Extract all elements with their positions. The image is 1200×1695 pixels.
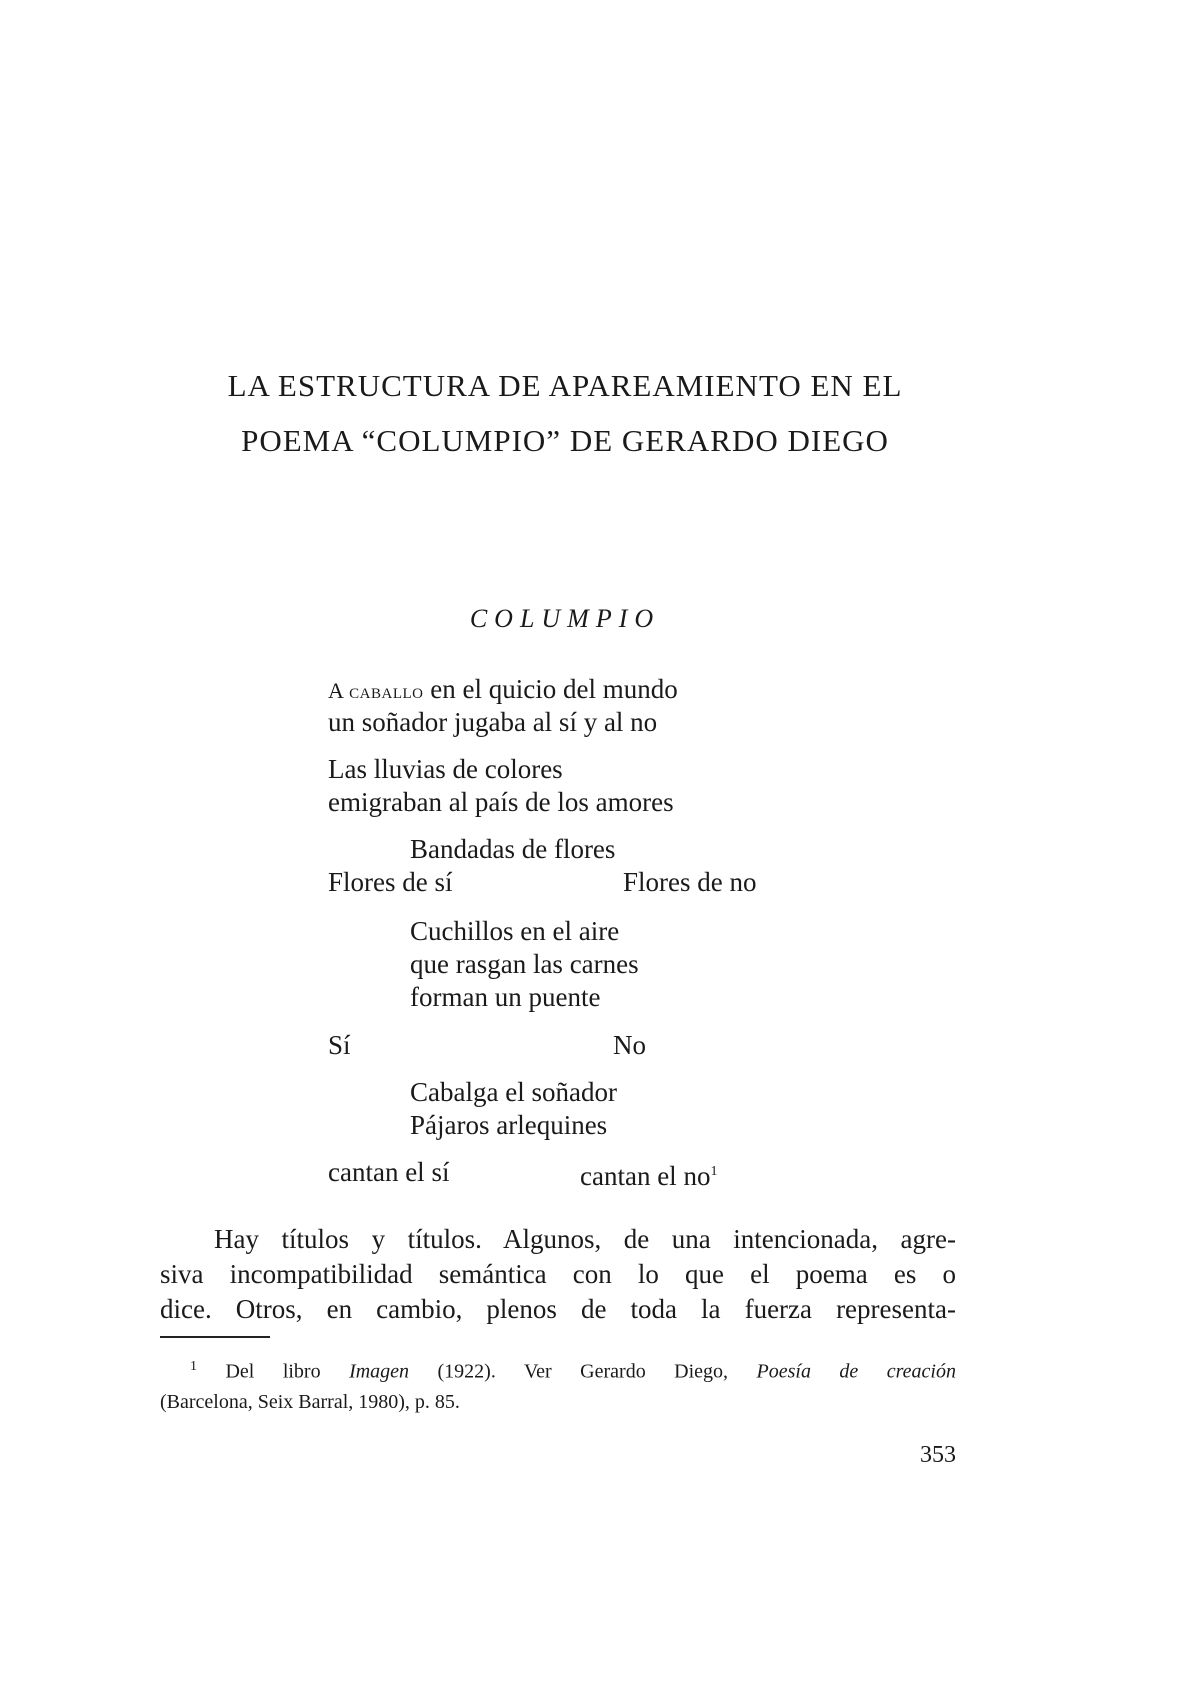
poem-line: Cuchillos en el aire [410, 916, 620, 946]
poem-line-left: Sí [328, 1030, 351, 1060]
footnote-line: (Barcelona, Seix Barral, 1980), p. 85. [160, 1390, 460, 1413]
poem-line-left: cantan el sí [328, 1157, 450, 1187]
body-paragraph [160, 1222, 956, 1327]
footnote-reference: 1 [710, 1164, 718, 1179]
page-number: 353 [920, 1442, 956, 1468]
small-caps-text: A caballo [328, 678, 424, 703]
poem-text: cantan el no [580, 1161, 711, 1191]
footnote [160, 1352, 956, 1417]
poem-line: Cabalga el soñador [410, 1077, 617, 1107]
poem-line-left: Flores de sí [328, 867, 453, 897]
poem-line: forman un puente [410, 982, 601, 1012]
poem-line-right: Flores de no [623, 867, 757, 897]
footnote-divider [160, 1336, 270, 1338]
poem-line: Bandadas de flores [410, 834, 616, 864]
article-title-line-2: POEMA “COLUMPIO” DE GERARDO DIEGO [241, 423, 889, 458]
paragraph-line: Hay títulos y títulos. Algunos, de una intencionada, agre- [214, 1224, 956, 1254]
article-title-line-1: LA ESTRUCTURA DE APAREAMIENTO EN EL [227, 368, 903, 403]
paragraph-line: dice. Otros, en cambio, plenos de toda la fuerza representa- [160, 1294, 956, 1324]
footnote-number: 1 [190, 1359, 197, 1374]
poem-line: que rasgan las carnes [410, 949, 639, 979]
footnote-italic: Poesía de creación [756, 1360, 956, 1383]
poem-text: en el quicio del mundo [423, 674, 678, 704]
footnote-line [160, 1352, 956, 1387]
footnote-italic: Imagen [349, 1360, 410, 1383]
poem-line-right [580, 1155, 717, 1193]
footnote-text: (1922). Ver Gerardo Diego, [409, 1360, 757, 1383]
poem-line [328, 672, 678, 708]
poem-line: un soñador jugaba al sí y al no [328, 707, 658, 737]
poem-title: COLUMPIO [469, 604, 661, 633]
poem-line: Las lluvias de colores [328, 754, 563, 784]
poem-line: Pájaros arlequines [410, 1110, 608, 1140]
poem-line: emigraban al país de los amores [328, 787, 674, 817]
footnote-text: Del libro [197, 1360, 350, 1383]
paragraph-line: siva incompatibilidad semántica con lo que el poema es o [160, 1259, 956, 1289]
poem-line-right: No [613, 1030, 646, 1060]
